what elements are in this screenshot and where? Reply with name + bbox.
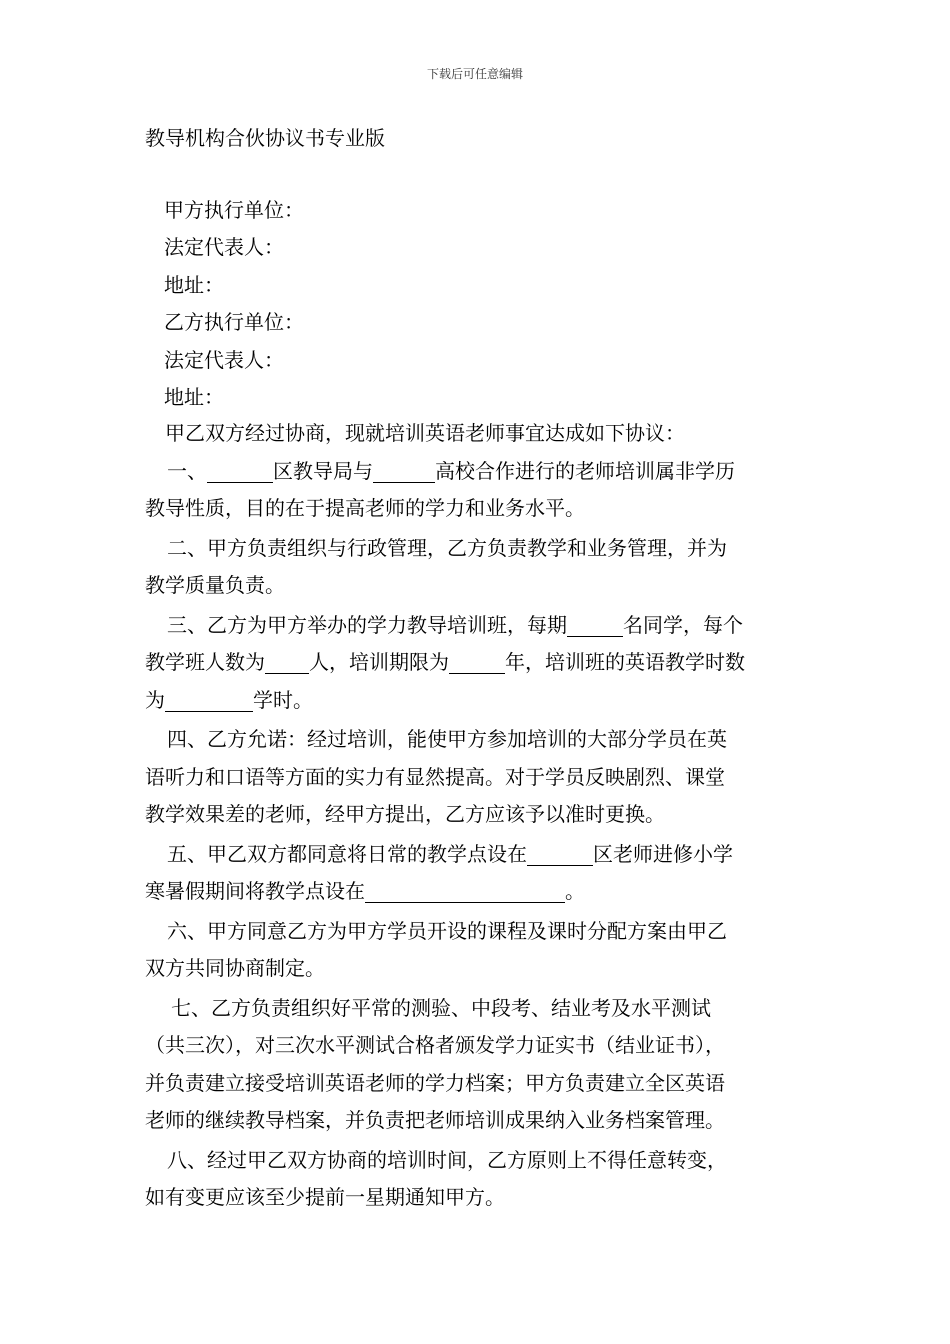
students-per-term-blank[interactable] [567, 614, 623, 637]
clause-2 [145, 530, 805, 605]
clause-3-text-g: 学时。 [253, 687, 313, 712]
clause-3-text-d: 人，培训期限为 [309, 650, 449, 674]
clause-1-prefix: 一、 [167, 458, 207, 483]
teaching-hours-blank[interactable] [165, 689, 253, 712]
clause-6-line-2: 双方共同协商制定。 [145, 956, 325, 980]
clause-3-text-b: 名同学，每个 [623, 612, 743, 637]
clause-3-text-a: 三、乙方为甲方举办的学力教导培训班，每期 [167, 612, 567, 637]
clause-3-text-f: 为 [145, 687, 165, 712]
agreement-body [145, 415, 805, 1217]
clause-8-line-2: 如有变更应该至少提前一星期通知甲方。 [145, 1185, 505, 1209]
clause-3 [145, 607, 805, 720]
party-a-address: 地址： [164, 272, 224, 297]
clause-6 [145, 913, 805, 988]
clause-4-line-1: 四、乙方允诺：经过培训，能使甲方参加培训的大部分学员在英 [167, 727, 727, 751]
clause-7-line-3: 并负责建立接受培训英语老师的学力档案；甲方负责建立全区英语 [145, 1070, 725, 1095]
clause-5-text-b: 区老师进修小学 [593, 841, 733, 866]
clause-2-line-1: 二、甲方负责组织与行政管理，乙方负责教学和业务管理，并为 [167, 535, 727, 560]
party-a-unit: 甲方执行单位： [164, 198, 304, 222]
clause-8-line-1: 八、经过甲乙双方协商的培训时间，乙方原则上不得任意转变， [167, 1147, 727, 1172]
clause-4-line-2: 语听力和口语等方面的实力有显然提高。对于学员反映剧烈、课堂 [145, 764, 725, 789]
clause-5-text-c: 寒暑假期间将教学点设在 [145, 879, 365, 903]
clause-1-line-2: 教导性质，目的在于提高老师的学力和业务水平。 [145, 496, 585, 520]
clause-6-line-1: 六、甲方同意乙方为甲方学员开设的课程及课时分配方案由甲乙 [167, 918, 727, 943]
clause-1-text-b: 高校合作进行的老师培训属非学历 [435, 458, 735, 483]
teaching-district-blank[interactable] [527, 843, 593, 866]
clause-2-line-2: 教学质量负责。 [145, 573, 285, 597]
clause-3-text-c: 教学班人数为 [145, 650, 265, 674]
training-years-blank[interactable] [449, 651, 505, 674]
party-b-unit: 乙方执行单位： [164, 310, 304, 335]
clause-5-text-d: 。 [565, 879, 585, 903]
holiday-location-blank[interactable] [365, 880, 565, 903]
header-note: 下载后可任意编辑 [426, 67, 523, 81]
clause-5 [145, 836, 805, 911]
party-info [164, 192, 304, 416]
clause-7 [145, 990, 805, 1140]
clause-4-line-3: 教学效果差的老师，经甲方提出，乙方应该予以准时更换。 [145, 802, 665, 826]
clause-7-line-4: 老师的继续教导档案，并负责把老师培训成果纳入业务档案管理。 [145, 1108, 725, 1132]
university-blank[interactable] [373, 460, 435, 483]
clause-4 [145, 721, 805, 834]
party-b-address: 地址： [164, 384, 224, 409]
clause-8 [145, 1142, 805, 1217]
class-size-blank[interactable] [265, 651, 309, 674]
clause-5-text-a: 五、甲乙双方都同意将日常的教学点设在 [167, 841, 527, 866]
clause-1-text-a: 区教导局与 [273, 458, 373, 483]
clause-3-text-e: 年，培训班的英语教学时数 [505, 650, 745, 674]
party-b-representative: 法定代表人： [164, 347, 284, 372]
district-blank[interactable] [207, 460, 273, 483]
document-title: 教导机构合伙协议书专业版 [145, 126, 385, 150]
clause-7-line-1: 七、乙方负责组织好平常的测验、中段考、结业考及水平测试 [171, 995, 711, 1020]
clause-7-line-2: （共三次），对三次水平测试合格者颁发学力证实书（结业证书）， [145, 1033, 725, 1057]
intro-line: 甲乙双方经过协商，现就培训英语老师事宜达成如下协议： [165, 421, 685, 445]
party-a-representative: 法定代表人： [164, 235, 284, 260]
clause-1 [145, 453, 805, 528]
